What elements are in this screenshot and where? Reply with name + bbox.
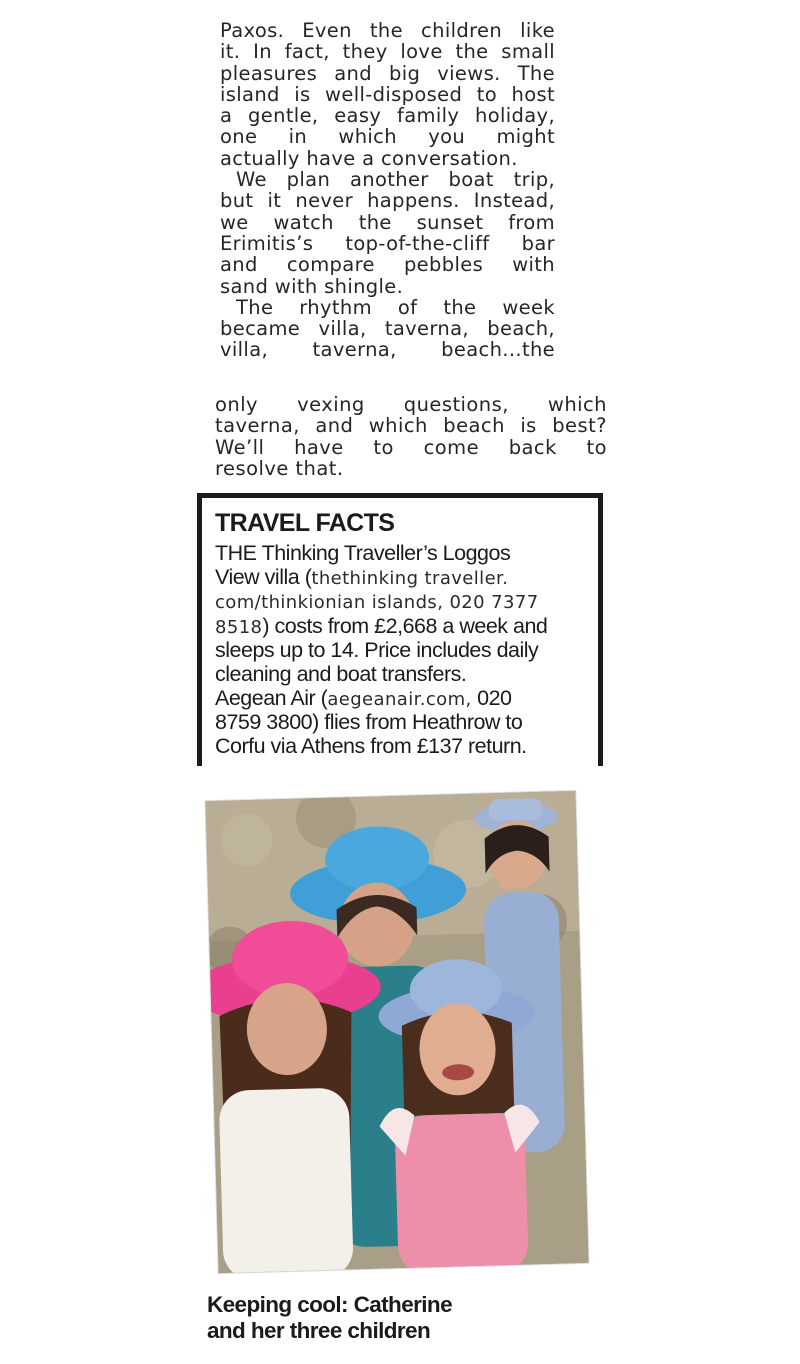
facts-text: Corfu via Athens from £137 return.: [215, 733, 527, 758]
villa-url-continued[interactable]: com/thinkionian islands, 020 7377: [215, 592, 539, 614]
phone-number: 8518: [215, 616, 263, 638]
article-column-lower: [215, 394, 607, 479]
facts-text: Aegean Air (: [215, 685, 328, 710]
article-line: Paxos. Even the children like: [220, 19, 555, 42]
article-line: taverna, and which beach is best?: [215, 414, 607, 438]
caption-line: and her three children: [207, 1318, 431, 1343]
article-line: island is well-disposed to host: [220, 82, 555, 106]
facts-line: [215, 687, 598, 712]
facts-text: View villa (: [215, 564, 312, 589]
article-line: one in which you might: [220, 125, 555, 149]
article-column-upper: [220, 20, 555, 361]
facts-line: [215, 542, 598, 566]
airline-url-link[interactable]: aegeanair.com,: [327, 688, 472, 710]
article-line: a gentle, easy family holiday,: [220, 104, 555, 128]
article-line: sand with shingle.: [220, 274, 404, 298]
facts-text: THE Thinking Traveller’s Loggos: [215, 541, 511, 565]
article-line: it. In fact, they love the small: [220, 40, 555, 64]
facts-line: [215, 615, 598, 640]
facts-line: [215, 639, 598, 663]
article-line: but it never happens. Instead,: [220, 189, 555, 213]
travel-facts-box: [197, 493, 603, 766]
facts-line: [215, 711, 598, 735]
article-line: Erimitis’s top-of-the-cliff bar: [220, 231, 555, 255]
article-line: only vexing questions, which: [215, 393, 607, 416]
facts-text: ) costs from £2,668 a week and: [262, 613, 548, 638]
article-line: We plan another boat trip,: [236, 168, 555, 192]
facts-line: [215, 590, 598, 615]
article-line: became villa, taverna, beach,: [220, 317, 555, 341]
villa-url-link[interactable]: thethinking traveller.: [311, 567, 509, 589]
article-line: The rhythm of the week: [236, 295, 555, 319]
facts-line: [215, 566, 598, 591]
facts-text: sleeps up to 14. Price includes daily: [215, 638, 539, 663]
facts-line: [215, 663, 598, 687]
caption-line: Keeping cool: Catherine: [207, 1292, 452, 1317]
article-line: actually have a conversation.: [220, 146, 518, 170]
article-line: resolve that.: [215, 456, 344, 480]
facts-text: 8759 3800) flies from Heathrow to: [215, 710, 523, 735]
facts-line: [215, 735, 598, 759]
article-line: we watch the sunset from: [220, 210, 555, 234]
article-line: pleasures and big views. The: [220, 61, 555, 85]
family-photo-illustration: [205, 791, 588, 1273]
article-line: We’ll have to come back to: [215, 435, 607, 459]
facts-text: 020: [471, 685, 512, 710]
facts-text: cleaning and boat transfers.: [215, 661, 467, 686]
article-line: and compare pebbles with: [220, 253, 555, 277]
article-line: villa, taverna, beach...the: [220, 338, 555, 362]
family-photo: [205, 791, 588, 1273]
photo-caption: [207, 1292, 587, 1344]
travel-facts-title: TRAVEL FACTS: [215, 509, 395, 537]
